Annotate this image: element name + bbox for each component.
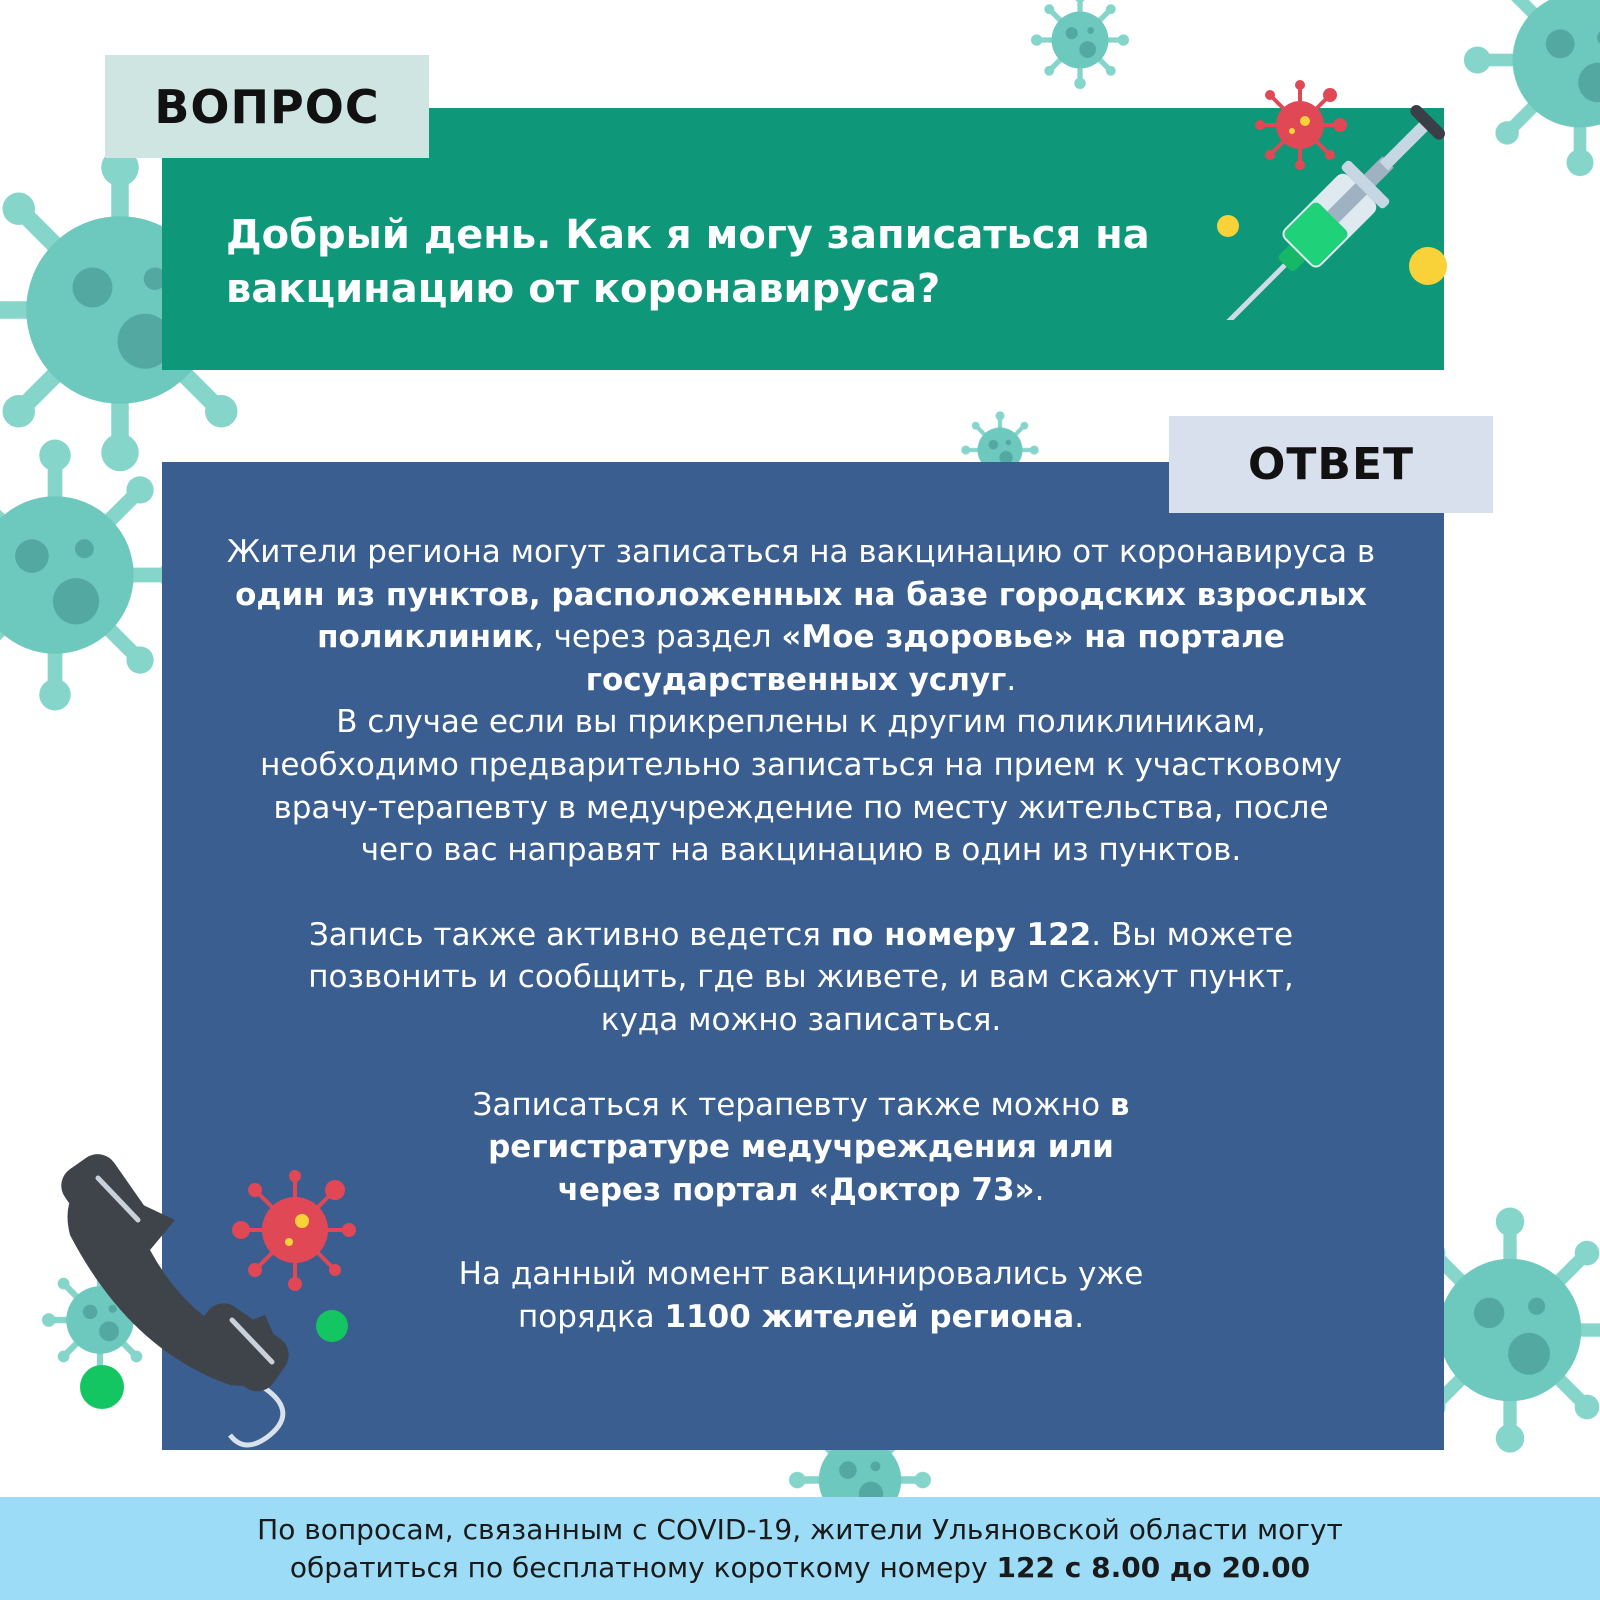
answer-p5-text-2: . <box>1074 1298 1085 1335</box>
answer-p4-text-1: Записаться к терапевту также можно <box>472 1086 1110 1123</box>
answer-paragraph-3 <box>226 914 1376 1042</box>
footer-hotline-hours: 122 с 8.00 до 20.00 <box>996 1550 1311 1584</box>
answer-paragraph-1 <box>226 531 1376 701</box>
answer-label: ОТВЕТ <box>1169 416 1493 513</box>
footer-line-2 <box>290 1549 1310 1587</box>
answer-p1-text-3: . <box>1006 661 1017 698</box>
answer-p1-text-1: Жители региона могут записаться на вакцинацию от коронавируса в <box>226 534 1376 570</box>
phone-handset-icon <box>50 1140 380 1460</box>
answer-paragraph-2: В случае если вы прикреплены к другим поликлиникам, необходимо предварительно записаться на прием к участковому врачу-терапевту в медучреждение по месту жительства, после чего вас направят на вакцинацию в один из пунктов. <box>260 704 1342 869</box>
answer-paragraph-4 <box>226 1084 1376 1212</box>
syringe-icon <box>1180 70 1480 320</box>
question-text-line-1: Добрый день. Как я могу записаться на <box>226 212 1150 258</box>
answer-text <box>226 531 1376 1339</box>
footer-banner <box>0 1497 1600 1600</box>
footer-line-2-text: обратиться по бесплатному короткому номеру <box>289 1550 997 1584</box>
answer-p3-text-2: . Вы можете позвонить и сообщить, где вы живете, и вам скажут пункт, куда можно записаться. <box>308 916 1294 1038</box>
answer-p1-bold-2: «Мое здоровье» на портале государственных услуг <box>585 619 1285 698</box>
answer-p3-text-1: Запись также активно ведется <box>308 916 831 953</box>
question-text-line-2: вакцинацию от коронавируса? <box>226 266 941 312</box>
virus-icon <box>1255 80 1347 170</box>
answer-p5-text-1: На данный момент вакцинировались уже порядка <box>458 1256 1144 1335</box>
question-text <box>226 208 1186 316</box>
question-label: ВОПРОС <box>105 55 429 158</box>
answer-p1-bold-1: один из пунктов, расположенных на базе городских взрослых поликлиник <box>235 576 1367 656</box>
footer-line-1: По вопросам, связанным с COVID-19, жители Ульяновской области могут <box>257 1512 1343 1546</box>
answer-p1-text-2: , через раздел <box>533 619 782 656</box>
virus-icon <box>232 1170 356 1291</box>
answer-paragraph-5 <box>226 1253 1376 1338</box>
answer-p4-text-2: . <box>1034 1171 1045 1208</box>
answer-p3-bold-1: по номеру 122 <box>830 916 1092 953</box>
answer-p5-bold-1: 1100 жителей региона <box>664 1298 1075 1335</box>
answer-p4-bold-1: в регистратуре медучреждения или через портал «Доктор 73» <box>488 1086 1130 1208</box>
